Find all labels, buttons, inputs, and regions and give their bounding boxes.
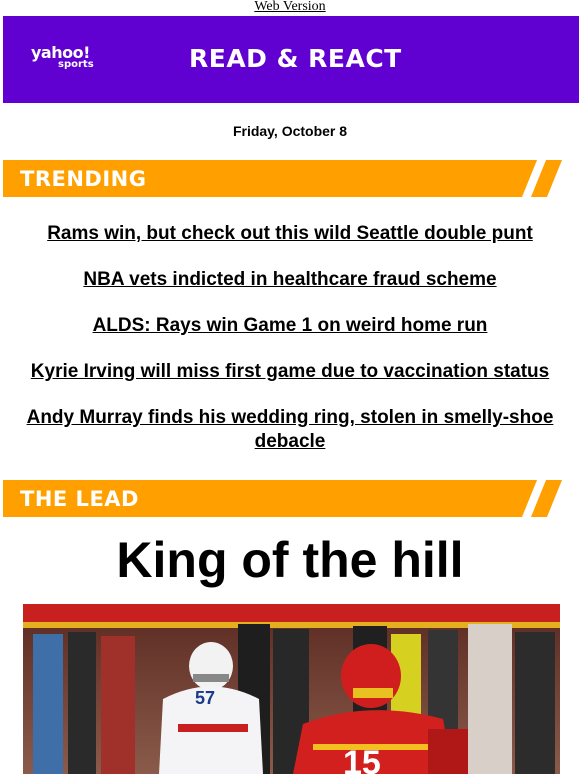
lead-headline: King of the hill	[116, 532, 464, 588]
lead-photo[interactable]	[23, 604, 560, 774]
email-header	[3, 16, 579, 103]
chiefs-jersey-number: 15	[343, 744, 381, 774]
trending-heading: TRENDING	[20, 167, 147, 191]
trending-link-5[interactable]: Andy Murray finds his wedding ring, stolen in smelly-shoe debacle	[26, 407, 554, 452]
newsletter-title: READ & REACT	[189, 44, 402, 73]
web-version-bar	[0, 0, 580, 16]
trending-link-4[interactable]: Kyrie Irving will miss first game due to vaccination status	[30, 361, 550, 382]
lead-banner	[3, 480, 580, 517]
bills-jersey-number: 57	[195, 688, 216, 708]
yahoo-sports-logo[interactable]	[31, 44, 101, 76]
logo-sports-text: sports	[58, 59, 94, 70]
trending-list	[0, 222, 580, 476]
issue-date: Friday, October 8	[232, 123, 348, 139]
trending-link-2[interactable]: NBA vets indicted in healthcare fraud scheme	[83, 269, 497, 290]
trending-link-3[interactable]: ALDS: Rays win Game 1 on weird home run	[92, 315, 488, 336]
football-game-image	[23, 604, 560, 774]
trending-link-1[interactable]: Rams win, but check out this wild Seattle double punt	[47, 223, 533, 244]
trending-banner	[3, 160, 580, 197]
lead-heading: THE LEAD	[20, 487, 139, 511]
web-version-link[interactable]: Web Version	[254, 0, 326, 14]
logo-yahoo-text: yahoo!	[31, 43, 90, 62]
